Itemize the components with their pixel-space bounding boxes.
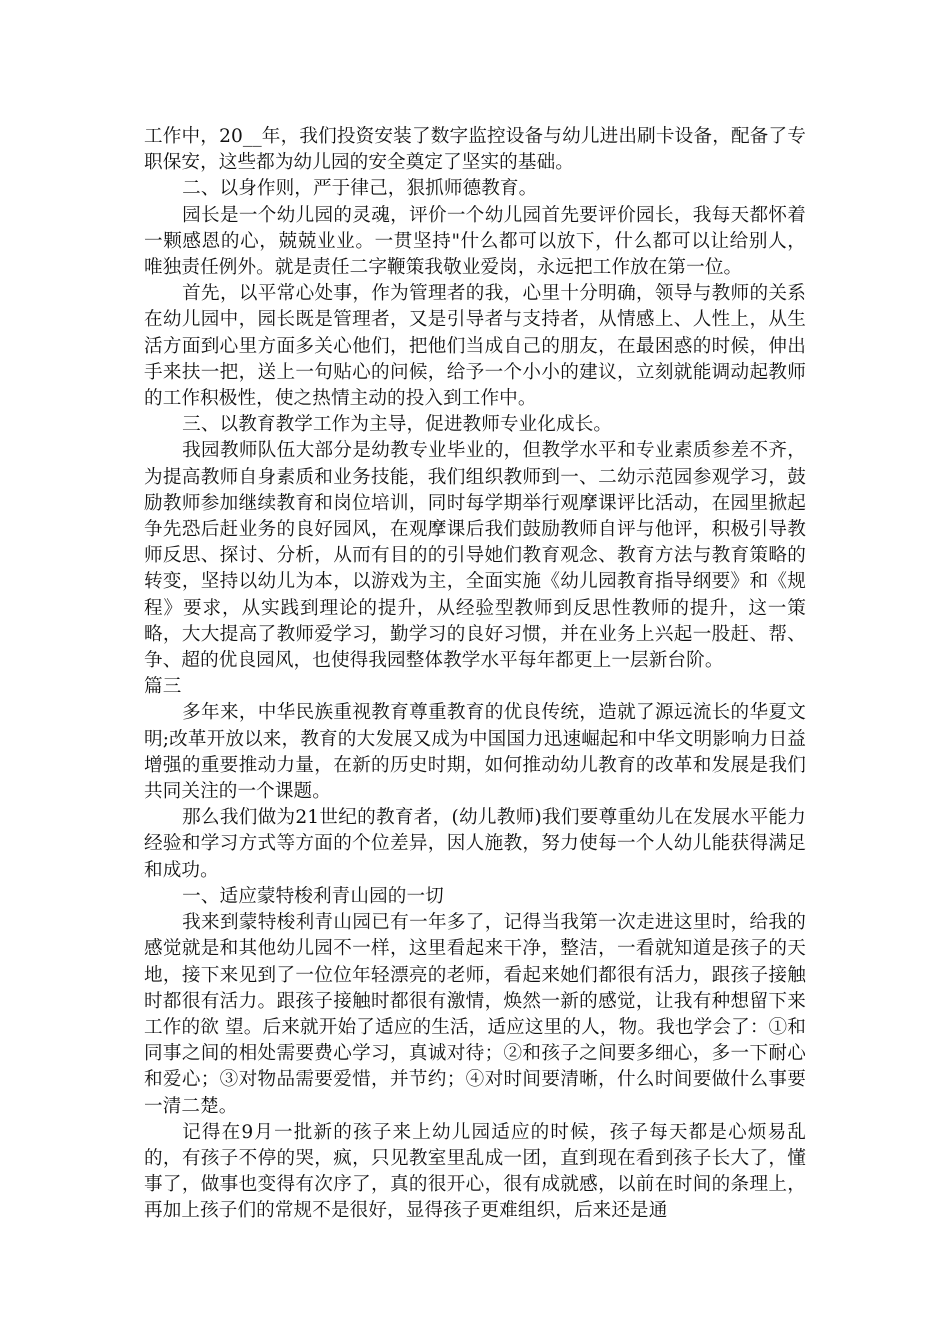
heading-adapt-montessori: 一、适应蒙特梭利青山园的一切: [182, 885, 444, 907]
paragraph-teacher-training: 我园教师队伍大部分是幼教专业毕业的，但教学水平和专业素质参差不齐，为提高教师自身素质和业务技能，我们组织教师到一、二幼示范园参观学习，鼓励教师参加继续教育和岗位培训，同时每学期举行观摩课评比活动，在园里掀起争先恐后赶业务的良好园风，在观摩课后我们鼓励教师自评与他评，积极引导教师反思、探讨、分析，从而有目的的引导她们教育观念、教育方法与教育策略的转变，坚持以幼儿为本，以游戏为主，全面实施《幼儿园教育指导纲要》和《规程》要求，从实践到理论的提升，从经验型教师到反思性教师的提升，这一策略，大大提高了教师爱学习，勤学习的良好习惯，并在业务上兴起一股赶、帮、争、超的优良园风，也使得我园整体教学水平每年都更上一层新台阶。: [144, 440, 806, 672]
heading-teacher-ethics: 二、以身作则，严于律己，狠抓师德教育。: [182, 178, 538, 200]
paragraph-principal-role: 园长是一个幼儿园的灵魂，评价一个幼儿园首先要评价园长，我每天都怀着一颗感恩的心，兢兢业业。一贯坚持"什么都可以放下，什么都可以让给别人，唯独责任例外。就是责任二字鞭策我敬业爱岗，永远把工作放在第一位。: [144, 204, 806, 279]
paragraph-first-impression: 我来到蒙特梭利青山园已有一年多了，记得当我第一次走进这里时，给我的感觉就是和其他幼儿园不一样，这里看起来干净，整洁，一看就知道是孩子的天地，接下来见到了一位位年轻漂亮的老师，看起来她们都很有活力，跟孩子接触时都很有活力。跟孩子接触时都很有激情，焕然一新的感觉，让我有种想留下来工作的欲 望。后来就开始了适应的生活，适应这里的人，物。我也学会了：①和同事之间的相处需要费心学习，真诚对待；②和孩子之间要多细心，多一下耐心和爱心；③对物品需要爱惜，并节约；④对时间要清晰，什么时间要做什么事要一清二楚。: [144, 912, 806, 1117]
document-body: [144, 124, 806, 1225]
section-title-part-three: 篇三: [144, 676, 182, 698]
paragraph-individual-differences: 那么我们做为21世纪的教育者，(幼儿教师)我们要尊重幼儿在发展水平能力经验和学习方式等方面的个位差异，因人施教，努力使每一个人幼儿能获得满足和成功。: [144, 807, 806, 881]
paragraph-september-children: 记得在9月一批新的孩子来上幼儿园适应的时候，孩子每天都是心烦易乱的，有孩子不停的哭，疯，只见教室里乱成一团，直到现在看到孩子长大了，懂事了，做事也变得有次序了，真的很开心，很有成就感，以前在时间的条理上，再加上孩子们的常规不是很好，显得孩子更难组织，后来还是通: [144, 1121, 806, 1222]
paragraph-security-equipment: 工作中，20__年，我们投资安装了数字监控设备与幼儿进出刷卡设备，配备了专职保安，这些都为幼儿园的安全奠定了坚实的基础。: [144, 126, 806, 174]
heading-professional-growth: 三、以教育教学工作为主导，促进教师专业化成长。: [182, 414, 613, 436]
paragraph-management-attitude: 首先，以平常心处事，作为管理者的我，心里十分明确，领导与教师的关系在幼儿园中，园长既是管理者，又是引导者与支持者，从情感上、人性上，从生活方面到心里方面多关心他们，把他们当成自己的朋友，在最困惑的时候，伸出手来扶一把，送上一句贴心的问候，给予一个小小的建议，立刻就能调动起教师的工作积极性，使之热情主动的投入到工作中。: [144, 283, 806, 410]
paragraph-education-tradition: 多年来，中华民族重视教育尊重教育的优良传统，造就了源远流长的华夏文明;改革开放以来，教育的大发展又成为中国国力迅速崛起和中华文明影响力日益增强的重要推动力量，在新的历史时期，如何推动幼儿教育的改革和发展是我们共同关注的一个课题。: [144, 702, 806, 803]
